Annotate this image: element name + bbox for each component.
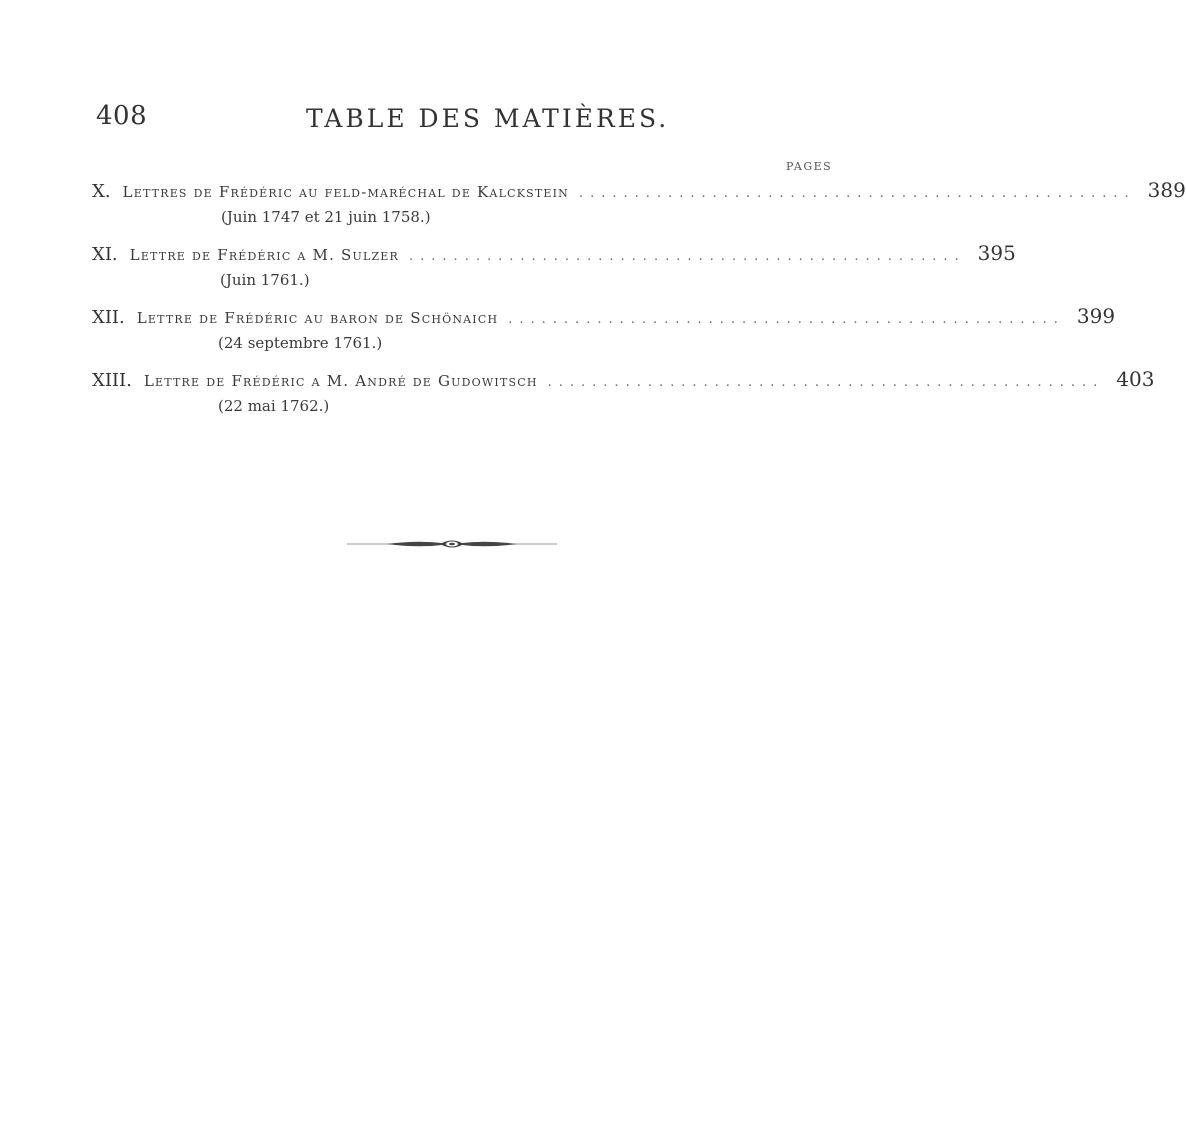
- ornamental-divider-icon: [347, 536, 557, 552]
- dot-leader: ..................................................: [547, 375, 1105, 390]
- toc-entry-line: [92, 241, 1016, 267]
- entry-title: Lettre de Frédéric a M. Sulzer: [129, 246, 400, 264]
- dot-leader: ..................................................: [409, 249, 966, 264]
- page-number: 408: [96, 101, 148, 131]
- entry-title: Lettre de Frédéric a M. André de Gudowitsch: [143, 372, 538, 390]
- entry-page-number: 389: [1147, 178, 1186, 202]
- entry-title: Lettres de Frédéric au feld-maréchal de Kalckstein: [122, 183, 569, 201]
- table-of-contents: [92, 178, 1186, 430]
- entry-date: (Juin 1747 et 21 juin 1758.): [221, 208, 431, 226]
- dot-leader: ..................................................: [579, 186, 1136, 201]
- dot-leader: ..................................................: [508, 312, 1065, 327]
- toc-entry-xii: [92, 304, 1116, 367]
- toc-entry-line: [92, 178, 1186, 204]
- entry-page-number: 399: [1076, 304, 1116, 328]
- entry-page-number: 395: [977, 241, 1016, 265]
- entry-date: (24 septembre 1761.): [218, 334, 383, 352]
- entry-title: Lettre de Frédéric au baron de Schönaich: [136, 309, 499, 327]
- entry-date: (22 mai 1762.): [218, 397, 330, 415]
- toc-entry-x: [92, 178, 1186, 241]
- toc-entry-xi: [92, 241, 1016, 304]
- entry-page-number: 403: [1116, 367, 1155, 391]
- entry-numeral: XI.: [92, 244, 118, 265]
- toc-entry-xiii: [92, 367, 1155, 430]
- page-title: TABLE DES MATIÈRES.: [306, 104, 670, 133]
- entry-date: (Juin 1761.): [220, 271, 310, 289]
- toc-entry-line: [92, 304, 1116, 330]
- entry-numeral: XIII.: [92, 370, 132, 391]
- entry-numeral: X.: [92, 181, 111, 202]
- pages-column-label: PAGES: [786, 160, 833, 173]
- toc-entry-line: [92, 367, 1155, 393]
- entry-numeral: XII.: [92, 307, 125, 328]
